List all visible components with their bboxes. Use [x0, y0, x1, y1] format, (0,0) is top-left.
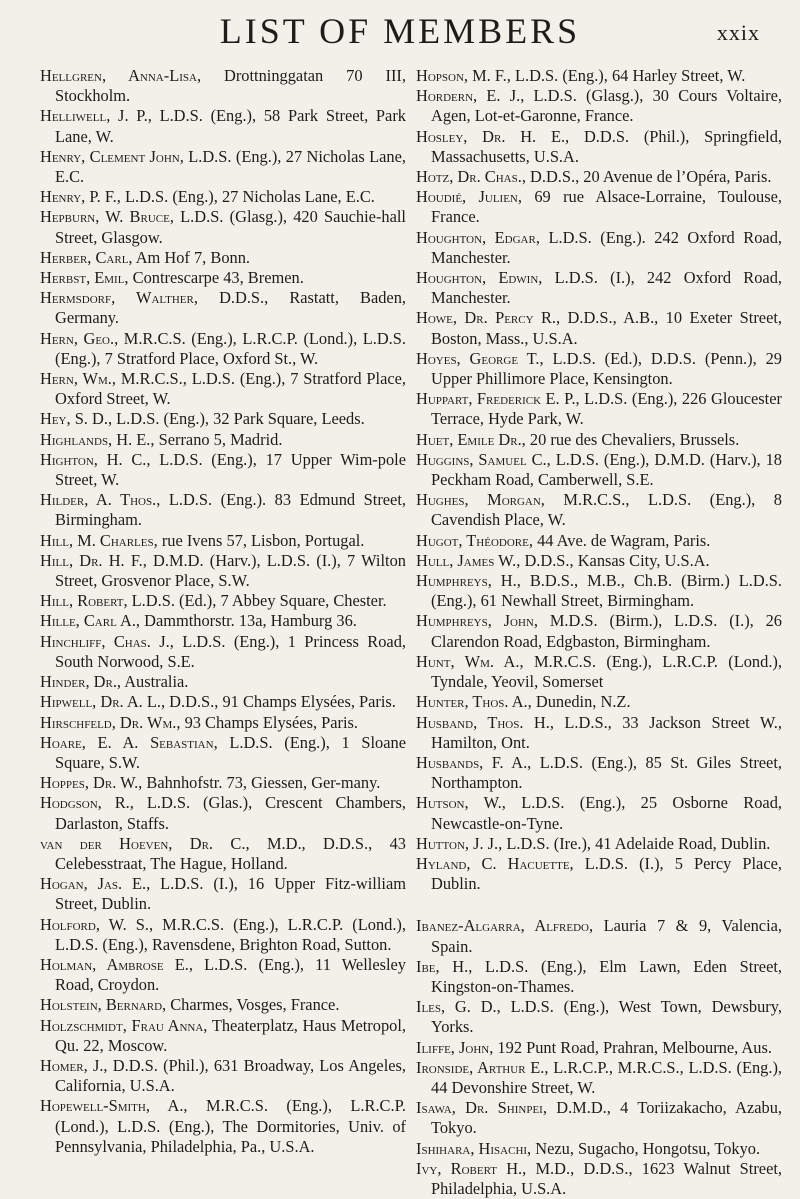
member-address: Dunedin, N.Z. [535, 692, 631, 712]
member-name: Hinchliff, Chas. [40, 631, 151, 651]
member-address: L.D.S. (Eng.). 83 Edmund Street, Birmingham. [55, 490, 406, 530]
member-address: L.D.S. (Eng.), West Town, Dewsbury, Yorks. [431, 997, 782, 1037]
member-entry [40, 793, 406, 833]
member-address: Nezu, Sugacho, Hongotsu, Tokyo. [535, 1138, 761, 1158]
member-entry [40, 611, 406, 631]
member-address: Bahnhofstr. 73, Giessen, Ger-many. [146, 773, 381, 793]
member-name: Ironside, Arthur E., [416, 1057, 549, 1077]
member-address: L.D.S. (Ed.), D.D.S. (Penn.), 29 Upper Phillimore Place, Kensington. [431, 348, 782, 389]
member-entry [40, 995, 406, 1015]
member-name: Holman, Ambrose E., [40, 954, 193, 974]
member-entry [40, 248, 406, 268]
member-name: Hepburn, W. Bruce, [40, 207, 174, 227]
member-address: L.D.S. (Eng.), D.M.D. (Harv.), 18 Peckham Road, Camberwell, S.E. [431, 449, 782, 490]
member-name: Houdié, Julien, [416, 187, 522, 207]
member-entry [416, 551, 782, 571]
member-name: Hill, Dr. H. F., [40, 550, 147, 570]
member-name: Howe, Dr. Percy R., [416, 308, 561, 328]
member-entry [416, 753, 782, 793]
member-entry [416, 86, 782, 126]
member-name: Henry, P. F., [40, 187, 121, 207]
member-address: Am Hof 7, Bonn. [135, 247, 250, 267]
member-name: Hill, Robert, [40, 591, 128, 611]
member-name: Husband, Thos. H., [416, 712, 554, 732]
member-entry [416, 66, 782, 86]
member-entry [416, 611, 782, 651]
member-address: L.D.S. (Glas.), Crescent Chambers, Darlaston, Staffs. [55, 793, 407, 833]
member-name: Hern, Geo., [40, 328, 119, 348]
member-entry [40, 551, 406, 591]
member-name: Highlands, H. E., [40, 429, 155, 449]
member-address: L.D.S. (Eng.), 11 Wellesley Road, Croydon. [55, 954, 406, 995]
member-name: Hellgren, Anna-Lisa, [40, 66, 202, 85]
member-name: Hyland, C. Hacuette, [416, 853, 574, 873]
member-entry [40, 268, 406, 288]
member-name: Humphreys, John, [416, 611, 538, 631]
member-name: Herber, Carl, [40, 247, 133, 267]
member-name: Hinder, Dr., [40, 672, 122, 692]
member-address: L.D.S. (Eng.), 17 Upper Wim-pole Street, W. [55, 449, 406, 490]
member-address: D.D.S., 91 Champs Elysées, Paris. [169, 692, 396, 712]
member-address: 192 Punt Road, Prahran, Melbourne, Aus. [497, 1037, 772, 1057]
member-entry [40, 490, 406, 530]
member-address: Australia. [124, 672, 189, 692]
member-address: B.D.S., M.B., Ch.B. (Birm.) L.D.S. (Eng.), 61 Newhall Street, Birmingham. [431, 571, 783, 611]
member-address: M.R.C.S. (Eng.), L.R.C.P. (Lond.), L.D.S. (Eng.), Ravensdene, Brighton Road, Sutton. [55, 914, 406, 954]
member-entry [40, 591, 406, 611]
member-address: L.D.S. (Ire.), 41 Adelaide Road, Dublin. [506, 833, 771, 853]
right-column [416, 66, 782, 1199]
member-address: L.D.S., 33 Jackson Street W., Hamilton, Ont. [431, 712, 783, 752]
member-entry [416, 187, 782, 227]
member-address: D.D.S. (Phil.), Springfield, Massachusetts, U.S.A. [431, 126, 782, 166]
page-title: LIST OF MEMBERS [219, 11, 581, 51]
member-entry [416, 228, 782, 268]
member-name: Ivy, Robert H., [416, 1158, 527, 1178]
left-column [40, 66, 406, 1157]
member-entry [40, 409, 406, 429]
member-name: Hoare, E. A. Sebastian, [40, 732, 218, 752]
member-name: Hodgson, R., [40, 793, 134, 813]
member-entry [40, 672, 406, 692]
member-name: Hotz, Dr. Chas., [416, 167, 526, 187]
member-address: L.D.S. (Ed.), 7 Abbey Square, Chester. [131, 591, 387, 611]
member-name: Hirschfeld, Dr. Wm., [40, 712, 181, 732]
member-address: M.R.C.S., L.D.S. (Eng.), 7 Stratford Place, Oxford Street, W. [55, 369, 406, 409]
member-address: D.D.S. (Phil.), 631 Broadway, Los Angeles, California, U.S.A. [55, 1055, 406, 1096]
member-entry [40, 288, 406, 328]
member-entry [416, 1139, 782, 1159]
member-name: Ibe, H., [416, 956, 473, 976]
member-address: L.D.S. (Eng.), 32 Park Square, Leeds. [116, 409, 365, 429]
member-entry [40, 915, 406, 955]
member-name: Holzschmidt, Frau Anna, [40, 1015, 208, 1035]
member-entry [40, 1056, 406, 1096]
member-entry [416, 997, 782, 1037]
member-name: Herbst, Emil, [40, 268, 129, 288]
member-address: Charmes, Vosges, France. [170, 995, 340, 1015]
member-address: L.D.S. (Eng.), 85 St. Giles Street, Northampton. [431, 752, 782, 793]
member-name: Holstein, Bernard, [40, 995, 167, 1015]
member-entry [416, 713, 782, 753]
member-entry [416, 268, 782, 308]
member-address: L.D.S. (I.), 5 Percy Place, Dublin. [431, 853, 782, 894]
member-entry [40, 187, 406, 207]
member-entry [40, 692, 406, 712]
member-entry [416, 692, 782, 712]
member-name: Helliwell, J. P., [40, 106, 152, 126]
member-address: Drottninggatan 70 III, Stockholm. [55, 66, 406, 106]
member-name: Houghton, Edwin, [416, 268, 543, 288]
member-address: L.D.S. (Eng.), 27 Nicholas Lane, E.C. [55, 146, 406, 187]
member-entry [416, 571, 782, 611]
member-entry [416, 1058, 782, 1098]
member-entry [416, 916, 782, 956]
member-name: Isawa, Dr. Shinpei, [416, 1098, 547, 1118]
member-entry [416, 854, 782, 894]
member-address: Contrescarpe 43, Bremen. [132, 268, 304, 288]
member-address: J., L.D.S. (Eng.), 1 Princess Road, South Norwood, S.E. [55, 631, 407, 671]
member-entry [40, 329, 406, 369]
member-address: Lauria 7 & 9, Valencia, Spain. [431, 916, 783, 956]
member-name: Hughes, Morgan, [416, 490, 545, 510]
member-name: Highton, H. C., [40, 449, 151, 469]
member-address: 93 Champs Elysées, Paris. [184, 712, 359, 732]
member-address: D.D.S., Kansas City, U.S.A. [524, 550, 710, 570]
member-name: Hoyes, George T., [416, 348, 544, 368]
member-entry [40, 733, 406, 773]
member-name: Husbands, F. A., [416, 752, 532, 772]
member-name: Iliffe, John, [416, 1037, 494, 1057]
member-address: D.M.D., 4 Toriizakacho, Azabu, Tokyo. [431, 1098, 782, 1138]
member-entry [416, 127, 782, 167]
member-address: M.R.C.S. (Eng.), L.R.C.P. (Lond.), Tyndale, Yeovil, Somerset [431, 651, 782, 692]
member-entry [40, 1096, 406, 1157]
member-name: Hutson, W., [416, 793, 506, 813]
member-name: Hern, Wm., [40, 369, 116, 389]
member-entry [416, 1098, 782, 1138]
member-address: M.R.C.S., L.D.S. (Eng.), 8 Cavendish Place, W. [431, 490, 782, 530]
member-address: Theaterplatz, Haus Metropol, Qu. 22, Moscow. [55, 1015, 406, 1055]
page-header [0, 8, 800, 56]
member-entry [416, 450, 782, 490]
member-entry [40, 66, 406, 106]
member-address: L.D.S. (Eng.), 25 Osborne Road, Newcastle-on-Tyne. [431, 793, 782, 833]
member-entry [40, 147, 406, 187]
member-entry [40, 834, 406, 874]
member-entry [40, 106, 406, 146]
member-address: L.D.S. (Eng.). 242 Oxford Road, Manchester. [431, 227, 782, 267]
member-entry [416, 793, 782, 833]
member-name: Hordern, E. J., [416, 86, 525, 106]
member-entry [40, 430, 406, 450]
member-name: Hermsdorf, Walther, [40, 288, 198, 308]
member-address: D.D.S., A.B., 10 Exeter Street, Boston, Mass., U.S.A. [431, 308, 783, 348]
member-name: Hunter, Thos. A., [416, 692, 532, 712]
member-name: Hugot, Théodore, [416, 530, 533, 550]
member-entry [416, 430, 782, 450]
member-name: Holford, W. S., [40, 914, 154, 934]
member-name: Huet, Emile Dr., [416, 429, 526, 449]
member-entry [40, 632, 406, 672]
member-name: Hilder, A. Thos., [40, 490, 161, 510]
member-name: Houghton, Edgar, [416, 227, 540, 247]
member-address: Serrano 5, Madrid. [158, 429, 283, 449]
member-entry [40, 1016, 406, 1056]
member-entry [416, 308, 782, 348]
member-entry [416, 1159, 782, 1199]
member-name: Hutton, J. J., [416, 833, 503, 853]
member-name: Hipwell, Dr. A. L., [40, 692, 166, 712]
member-entry [416, 490, 782, 530]
member-entry [416, 652, 782, 692]
member-name: Hoppes, Dr. W., [40, 773, 143, 793]
member-address: L.D.S. (Eng.), 1 Sloane Square, S.W. [55, 732, 406, 772]
member-address: 20 rue des Chevaliers, Brussels. [529, 429, 740, 449]
member-entry [416, 531, 782, 551]
member-name: Ishihara, Hisachi, [416, 1138, 532, 1158]
member-address: M.D., D.D.S., 43 Celebesstraat, The Hague, Holland. [55, 833, 406, 873]
member-address: L.D.S. (Eng.), 27 Nicholas Lane, E.C. [124, 187, 375, 207]
member-entry [416, 834, 782, 854]
member-name: Huggins, Samuel C., [416, 449, 551, 469]
member-entry [40, 531, 406, 551]
member-entry [40, 207, 406, 247]
member-name: Hosley, Dr. H. E., [416, 126, 570, 146]
member-entry [416, 349, 782, 389]
member-name: Hopson, M. F., [416, 66, 511, 85]
member-entry [40, 773, 406, 793]
member-address: rue Ivens 57, Lisbon, Portugal. [161, 530, 365, 550]
member-entry [416, 957, 782, 997]
member-address: Dammthorstr. 13a, Hamburg 36. [144, 611, 357, 631]
member-entry [416, 389, 782, 429]
member-entry [40, 450, 406, 490]
member-address: L.R.C.P., M.R.C.S., L.D.S. (Eng.), 44 Devonshire Street, W. [431, 1057, 782, 1097]
member-address: M.R.C.S. (Eng.), L.R.C.P. (Lond.), L.D.S. (Eng.), 7 Stratford Place, Oxford St., W. [55, 328, 406, 368]
member-address: D.D.S., 20 Avenue de l’Opéra, Paris. [530, 167, 772, 187]
member-entry [416, 167, 782, 187]
member-address: D.D.S., Rastatt, Baden, Germany. [55, 288, 406, 328]
member-name: Huppart, Frederick E. P., [416, 389, 580, 409]
member-name: van der Hoeven, Dr. C., [40, 833, 250, 853]
member-name: Hopewell-Smith, A., [40, 1096, 188, 1116]
member-address: M.R.C.S. (Eng.), L.R.C.P. (Lond.), L.D.S. (Eng.), The Dormitories, Univ. of Pennsylvania, Philadelphia, Pa., U.S.A. [55, 1096, 406, 1156]
member-entry [40, 369, 406, 409]
member-name: Hull, James W., [416, 550, 521, 570]
member-address: L.D.S. (Eng.), 226 Gloucester Terrace, Hyde Park, W. [431, 389, 782, 429]
member-name: Homer, J., [40, 1055, 108, 1075]
member-address: L.D.S. (Eng.), Elm Lawn, Eden Street, Kingston-on-Thames. [431, 956, 783, 996]
member-address: D.M.D. (Harv.), L.D.S. (I.), 7 Wilton Street, Grosvenor Place, S.W. [55, 550, 406, 591]
member-address: L.D.S. (I.), 242 Oxford Road, Manchester. [431, 268, 782, 308]
member-name: Hille, Carl A., [40, 611, 141, 631]
member-address: L.D.S. (Glasg.), 30 Cours Voltaire, Agen, Lot-et-Garonne, France. [431, 86, 782, 126]
member-name: Hey, S. D., [40, 409, 113, 429]
member-address: L.D.S. (I.), 16 Upper Fitz-william Street, Dublin. [55, 874, 406, 914]
member-address: 69 rue Alsace-Lorraine, Toulouse, France. [431, 187, 783, 227]
member-name: Ibanez-Algarra, Alfredo, [416, 916, 594, 936]
member-name: Humphreys, H., [416, 571, 521, 591]
member-address: L.D.S. (Eng.), 58 Park Street, Park Lane, W. [55, 106, 406, 146]
member-address: L.D.S. (Eng.), 64 Harley Street, W. [514, 66, 746, 85]
member-entry [40, 955, 406, 995]
member-entry [40, 713, 406, 733]
member-address: M.D., D.D.S., 1623 Walnut Street, Philadelphia, U.S.A. [431, 1158, 782, 1198]
member-name: Hogan, Jas. E., [40, 874, 151, 894]
member-name: Hunt, Wm. A., [416, 651, 524, 671]
member-address: M.D.S. (Birm.), L.D.S. (I.), 26 Clarendon Road, Edgbaston, Birmingham. [431, 611, 782, 651]
member-name: Iles, G. D., [416, 997, 501, 1017]
member-entry [416, 1038, 782, 1058]
member-entry [40, 874, 406, 914]
member-name: Hill, M. Charles, [40, 530, 158, 550]
member-address: 44 Ave. de Wagram, Paris. [537, 530, 711, 550]
member-address: L.D.S. (Glasg.), 420 Sauchie-hall Street, Glasgow. [55, 207, 406, 247]
page-number: xxix [716, 20, 760, 45]
member-name: Henry, Clement John, [40, 146, 184, 166]
